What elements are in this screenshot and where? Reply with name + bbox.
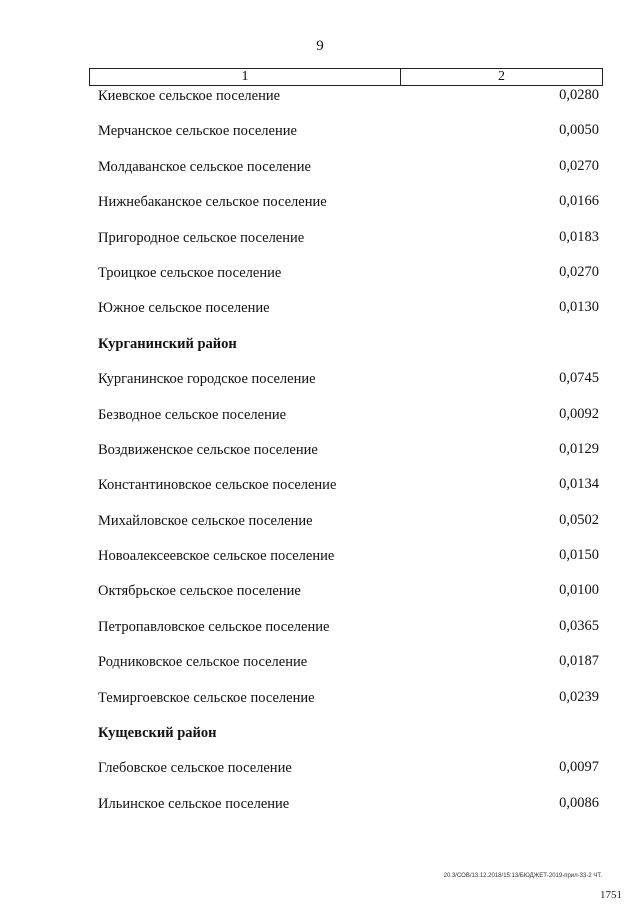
table-row [0, 84, 640, 119]
table-row [0, 367, 640, 402]
coefficient-value: 0,0100 [559, 582, 599, 599]
coefficient-value: 0,0086 [559, 794, 599, 811]
district-heading-row [0, 721, 640, 756]
table-row [0, 261, 640, 296]
coefficient-value: 0,0130 [559, 299, 599, 316]
settlement-name: Воздвиженское сельское поселение [98, 441, 318, 458]
settlement-name: Новоалексеевское сельское поселение [98, 548, 335, 565]
page-number: 9 [316, 38, 324, 54]
district-name: Курганинский район [98, 335, 237, 352]
coefficient-value: 0,0270 [559, 157, 599, 174]
settlement-name: Константиновское сельское поселение [98, 477, 337, 494]
coefficient-value: 0,0365 [559, 617, 599, 634]
coefficient-value: 0,0150 [559, 547, 599, 564]
page-corner-mark: 1751 [600, 889, 622, 901]
table-row [0, 119, 640, 154]
district-heading-row [0, 332, 640, 367]
table-row [0, 686, 640, 721]
table-row [0, 792, 640, 827]
document-footer-stamp: 20.3/СОВ/13.12.2018/15:13/БЮДЖЕТ-2019-прил-33-2 ЧТ. [443, 873, 602, 879]
settlement-name: Пригородное сельское поселение [98, 229, 305, 246]
settlement-name: Михайловское сельское поселение [98, 512, 313, 529]
settlement-name: Ильинское сельское поселение [98, 795, 290, 812]
settlement-name: Нижнебаканское сельское поселение [98, 194, 327, 211]
coefficient-value: 0,0187 [559, 653, 599, 670]
settlement-name: Родниковское сельское поселение [98, 654, 308, 671]
coefficient-value: 0,0134 [559, 476, 599, 493]
column-header-2: 2 [498, 69, 505, 84]
coefficient-value: 0,0280 [559, 87, 599, 103]
table-row [0, 579, 640, 614]
table-row [0, 190, 640, 225]
settlement-name: Глебовское сельское поселение [98, 760, 292, 777]
coefficient-value: 0,0502 [559, 511, 599, 528]
settlement-table [0, 84, 640, 827]
table-row [0, 296, 640, 331]
settlement-name: Темиргоевское сельское поселение [98, 689, 315, 706]
table-row [0, 473, 640, 508]
settlement-name: Безводное сельское поселение [98, 406, 287, 423]
coefficient-value: 0,0166 [559, 193, 599, 210]
column-header-1: 1 [90, 69, 401, 85]
coefficient-value: 0,0129 [559, 440, 599, 457]
table-row [0, 438, 640, 473]
table-row [0, 650, 640, 685]
coefficient-value: 0,0270 [559, 263, 599, 280]
coefficient-value: 0,0239 [559, 688, 599, 705]
table-row [0, 615, 640, 650]
settlement-name: Молдаванское сельское поселение [98, 158, 311, 175]
settlement-name: Троицкое сельское поселение [98, 264, 282, 281]
district-name: Кущевский район [98, 725, 217, 742]
table-row [0, 756, 640, 791]
settlement-name: Киевское сельское поселение [98, 88, 281, 104]
table-row [0, 226, 640, 261]
settlement-name: Южное сельское поселение [98, 300, 270, 317]
table-row [0, 509, 640, 544]
settlement-name: Мерчанское сельское поселение [98, 123, 297, 140]
coefficient-value: 0,0745 [559, 370, 599, 387]
settlement-name: Петропавловское сельское поселение [98, 618, 330, 635]
table-row [0, 544, 640, 579]
coefficient-value: 0,0050 [559, 122, 599, 139]
settlement-name: Октябрьское сельское поселение [98, 583, 301, 600]
table-row [0, 403, 640, 438]
table-row [0, 155, 640, 190]
coefficient-value: 0,0183 [559, 228, 599, 245]
coefficient-value: 0,0097 [559, 759, 599, 776]
coefficient-value: 0,0092 [559, 405, 599, 422]
settlement-name: Курганинское городское поселение [98, 371, 316, 388]
